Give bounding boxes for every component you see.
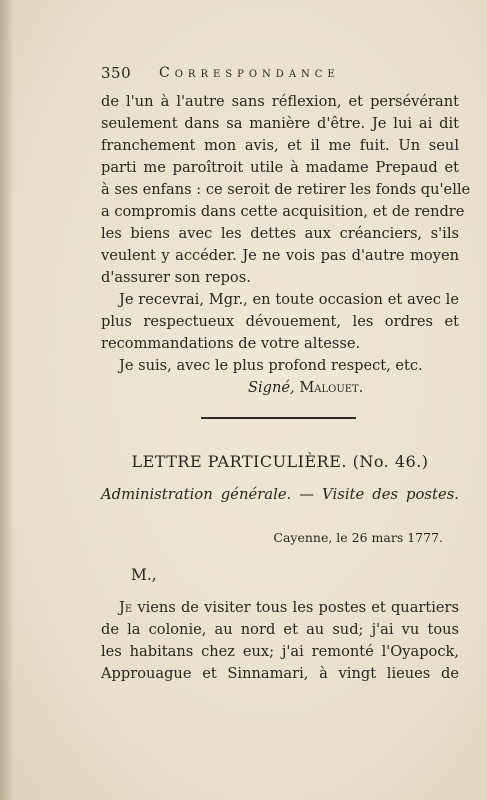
text-line: à ses enfans : ce seroit de retirer les fonds qu'elle (101, 181, 471, 198)
text-line: a compromis dans cette acquisition, et de rendre (101, 203, 465, 220)
letter-subtitle: Administration générale. — Visite des postes. (101, 486, 459, 503)
text-line: Je recevrai, Mgr., en toute occasion et avec le (119, 291, 459, 308)
text-line: d'assurer son repos. (101, 269, 251, 286)
dateline: Cayenne, le 26 mars 1777. (273, 530, 443, 545)
text-line: seulement dans sa manière d'être. Je lui ai dit (101, 115, 459, 132)
letter-title: LETTRE PARTICULIÈRE. (No. 46.) (131, 452, 429, 471)
signed-prefix: Signé, (248, 379, 295, 396)
text-line: les biens avec les dettes aux créanciers, s'ils (101, 225, 459, 242)
signer-name: Malouet. (299, 379, 364, 396)
section-rule (201, 417, 356, 419)
text-line: recommandations de votre altesse. (101, 335, 361, 352)
text-line: veulent y accéder. Je ne vois pas d'autre moyen (101, 247, 459, 264)
closing-formula: Je suis, avec le plus profond respect, etc. (119, 357, 423, 374)
running-title: Correspondance (159, 65, 340, 81)
page-gutter-shadow (0, 0, 14, 800)
text-line: franchement mon avis, et il me fuit. Un seul (101, 137, 459, 154)
text-line: de la colonie, au nord et au sud; j'ai vu tous (101, 621, 459, 638)
page-number: 350 (101, 64, 132, 82)
signature-line (248, 378, 448, 398)
first-line-rest: viens de visiter tous les postes et quartiers (137, 599, 460, 616)
text-line: Approuague et Sinnamari, à vingt lieues de (101, 665, 459, 682)
text-line: plus respectueux dévouement, les ordres et (101, 313, 459, 330)
running-head (101, 64, 461, 84)
text-line: parti me paroîtroit utile à madame Prepaud et (101, 159, 459, 176)
text-line (119, 598, 459, 618)
text-line: de l'un à l'autre sans réflexion, et persévérant (101, 93, 459, 110)
text-line: les habitans chez eux; j'ai remonté l'Oyapock, (101, 643, 459, 660)
dropcap-word: Je (119, 599, 133, 616)
salutation: M., (131, 566, 157, 584)
